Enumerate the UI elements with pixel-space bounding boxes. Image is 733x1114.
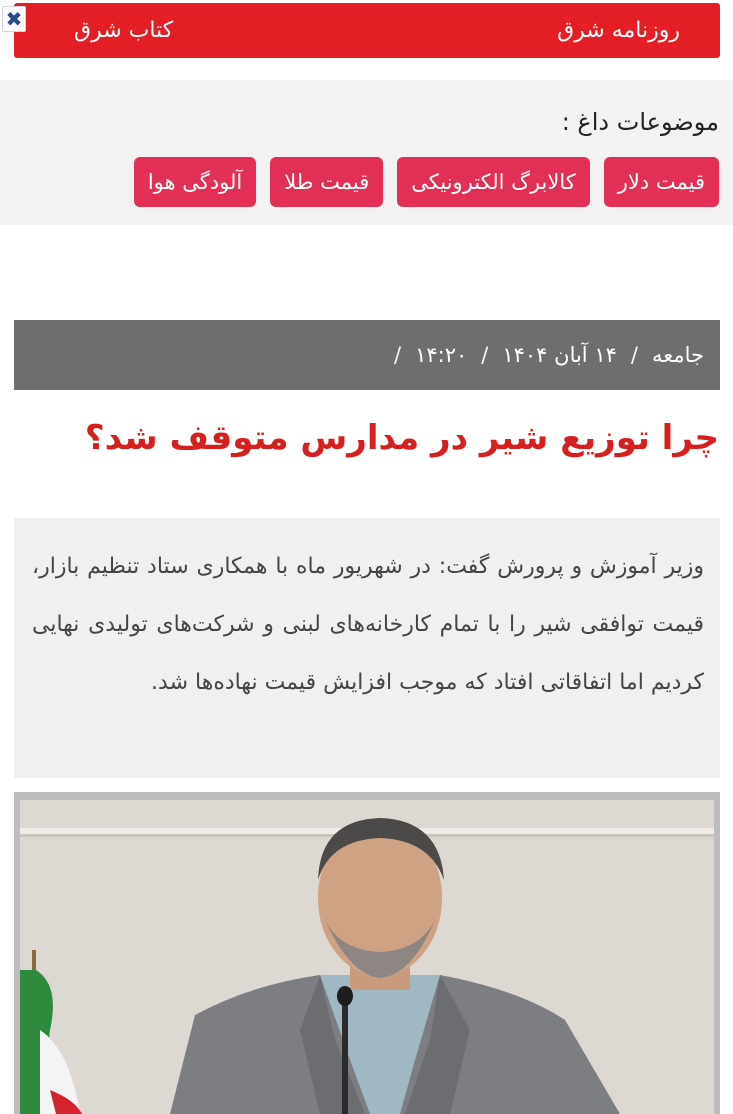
hot-topics-tags [134, 157, 719, 207]
article-time: ۱۴:۲۰ [415, 343, 468, 367]
photo-illustration [20, 800, 714, 1114]
site-header-bar [14, 3, 720, 58]
meta-separator: / [630, 343, 638, 367]
article-category[interactable]: جامعه [651, 343, 704, 367]
tag-air-pollution[interactable]: آلودگی هوا [134, 157, 256, 207]
tag-electronic-coupon[interactable]: کالابرگ الکترونیکی [397, 157, 589, 207]
article-meta-bar [14, 320, 720, 390]
tag-gold-price[interactable]: قیمت طلا [270, 157, 383, 207]
article-headline: چرا توزیع شیر در مدارس متوقف شد؟ [84, 418, 719, 458]
article-date: ۱۴ آبان ۱۴۰۴ [502, 343, 617, 367]
close-icon[interactable]: ✖ [2, 6, 26, 32]
meta-separator: / [481, 343, 489, 367]
article-lead: وزیر آموزش و پرورش گفت: در شهریور ماه با همکاری ستاد تنظیم بازار، قیمت توافقی شیر را با تمام کارخانه‌های لبنی و شرکت‌های تولیدی نهایی کردیم اما اتفاقاتی افتاد که موجب افزایش قیمت نهاده‌ها شد. [14, 518, 720, 778]
tag-dollar-price[interactable]: قیمت دلار [604, 157, 719, 207]
article-photo-frame [14, 792, 720, 1114]
book-link[interactable]: کتاب شرق [74, 18, 174, 43]
site-name-link[interactable]: روزنامه شرق [557, 18, 680, 43]
hot-topics-title: موضوعات داغ : [561, 108, 719, 136]
meta-separator: / [393, 343, 402, 367]
hot-topics-section [0, 80, 733, 225]
article-photo [20, 800, 714, 1114]
